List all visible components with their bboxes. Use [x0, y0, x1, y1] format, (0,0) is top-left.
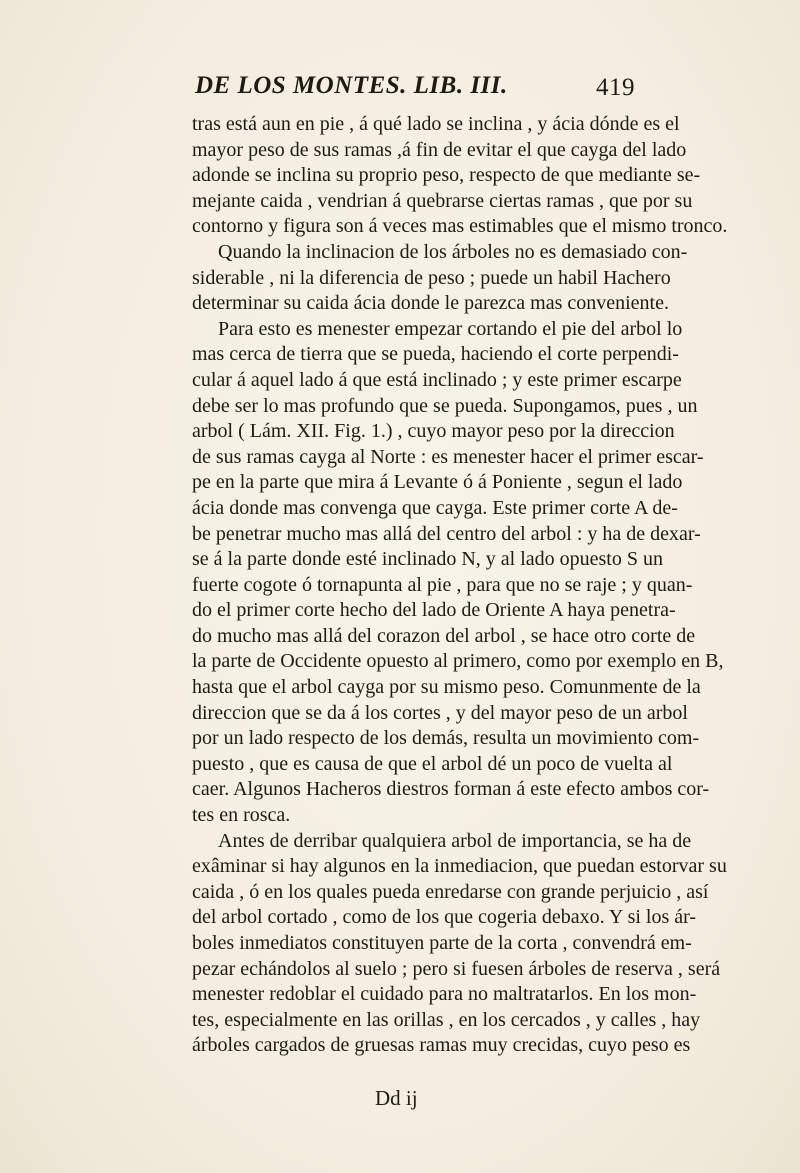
text-line: direccion que se da á los cortes , y del mayor peso de un arbol — [192, 701, 688, 724]
text-line: del arbol cortado , como de los que cogeria debaxo. Y si los ár- — [192, 906, 697, 929]
text-line: adonde se inclina su proprio peso, respecto de que mediante se- — [192, 164, 701, 187]
text-line: contorno y figura son á veces mas estimables que el mismo tronco. — [192, 215, 728, 238]
text-line: la parte de Occidente opuesto al primero, como por exemplo en B, — [192, 650, 724, 673]
text-line: siderable , ni la diferencia de peso ; puede un habil Hachero — [192, 266, 671, 289]
text-line: tes en rosca. — [192, 804, 291, 827]
page-header — [195, 72, 635, 106]
text-line: fuerte cogote ó tornapunta al pie , para que no se raje ; y quan- — [192, 573, 693, 596]
text-line: tes, especialmente en las orillas , en los cercados , y calles , hay — [192, 1008, 701, 1031]
text-line: árboles cargados de gruesas ramas muy crecidas, cuyo peso es — [192, 1034, 691, 1057]
text-line: caer. Algunos Hacheros diestros forman á este efecto ambos cor- — [192, 778, 710, 801]
text-line: exâminar si hay algunos en la inmediacion, que puedan estorvar su — [192, 855, 727, 878]
text-line: do mucho mas allá del corazon del arbol , se hace otro corte de — [192, 624, 696, 647]
text-line: caida , ó en los quales pueda enredarse con grande perjuicio , así — [192, 880, 709, 903]
text-line: pezar echándolos al suelo ; pero si fuesen árboles de reserva , será — [192, 957, 721, 980]
text-line: menester redoblar el cuidado para no maltratarlos. En los mon- — [192, 983, 697, 1006]
page-number: 419 — [596, 74, 635, 101]
text-line: pe en la parte que mira á Levante ó á Poniente , segun el lado — [192, 471, 683, 494]
text-line: do el primer corte hecho del lado de Oriente A haya penetra- — [192, 599, 676, 622]
text-line: de sus ramas cayga al Norte : es menester hacer el primer escar- — [192, 445, 704, 468]
text-line: mayor peso de sus ramas ,á fin de evitar el que cayga del lado — [192, 138, 687, 161]
text-line: mas cerca de tierra que se pueda, haciendo el corte perpendi- — [192, 343, 679, 366]
text-line: arbol ( Lám. XII. Fig. 1.) , cuyo mayor peso por la direccion — [192, 420, 675, 443]
text-line: se á la parte donde esté inclinado N, y al lado opuesto S un — [192, 548, 663, 571]
text-line: por un lado respecto de los demás, resulta un movimiento com- — [192, 727, 700, 750]
text-line: tras está aun en pie , á qué lado se inclina , y ácia dónde es el — [192, 113, 680, 135]
text-line: cular á aquel lado á que está inclinado ; y este primer escarpe — [192, 368, 682, 391]
text-line: debe ser lo mas profundo que se pueda. Supongamos, pues , un — [192, 394, 698, 417]
text-line: boles inmediatos constituyen parte de la corta , convendrá em- — [192, 932, 692, 954]
text-line: Antes de derribar qualquiera arbol de importancia, se ha de — [218, 829, 692, 852]
running-title: DE LOS MONTES. LIB. III. — [195, 72, 508, 99]
text-line: be penetrar mucho mas allá del centro del arbol : y ha de dexar- — [192, 522, 701, 545]
text-line: hasta que el arbol cayga por su mismo peso. Comunmente de la — [192, 676, 701, 699]
signature-mark: Dd ij — [375, 1086, 418, 1110]
text-line: determinar su caida ácia donde le parezca mas conveniente. — [192, 292, 669, 315]
text-line: Para esto es menester empezar cortando el pie del arbol lo — [218, 317, 683, 340]
text-line: Quando la inclinacion de los árboles no es demasiado con- — [218, 240, 688, 263]
body-text — [192, 112, 728, 1059]
text-line: puesto , que es causa de que el arbol dé un poco de vuelta al — [192, 752, 673, 775]
text-line: mejante caida , vendrian á quebrarse ciertas ramas , que por su — [192, 189, 693, 212]
text-line: ácia donde mas convenga que cayga. Este primer corte A de- — [192, 496, 678, 519]
